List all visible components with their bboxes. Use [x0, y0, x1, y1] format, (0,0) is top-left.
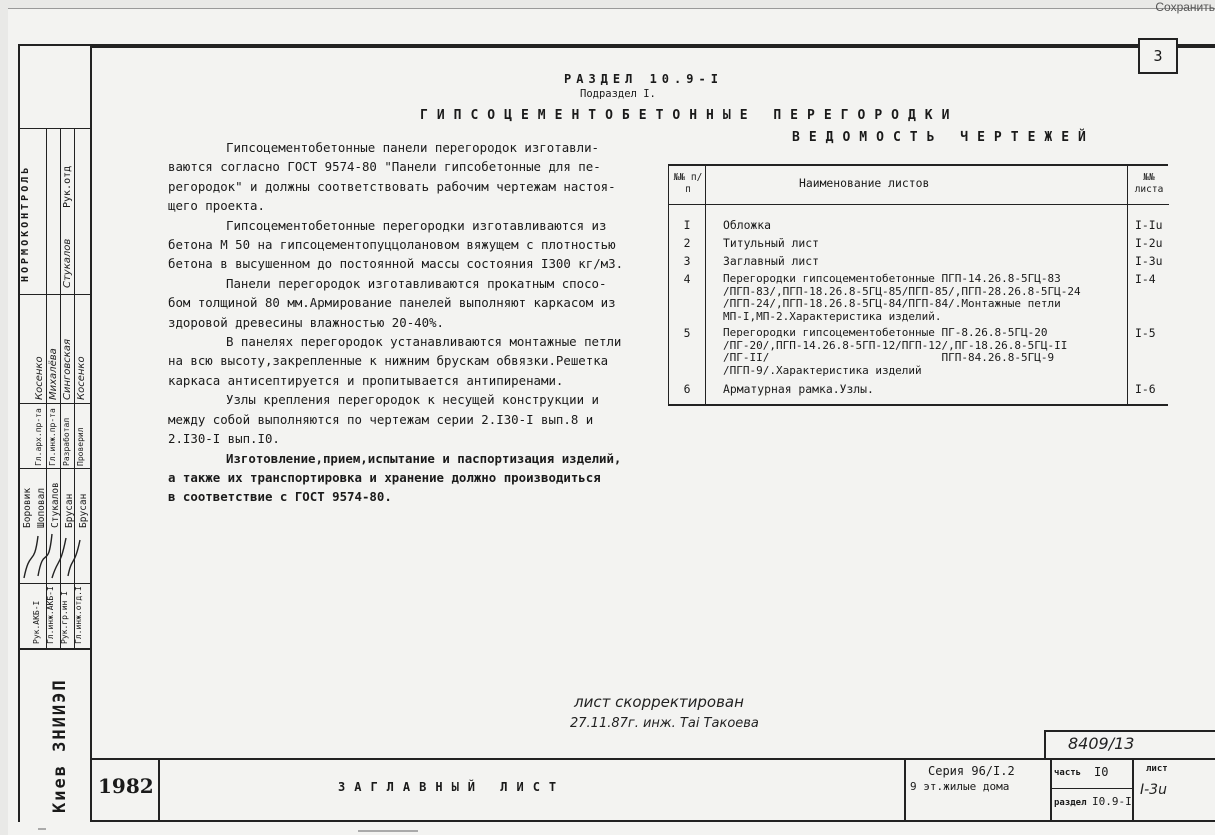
row-number: 3 [683, 254, 691, 268]
row-sheet: I-4 [1135, 272, 1156, 286]
p5-line2: между собой выполняются по чертежам серии 2.I30-I вып.8 и [168, 411, 594, 427]
paragraph-5 [168, 390, 658, 448]
name-stukalov-top: Стукалов [62, 238, 73, 288]
p3-line2: бом толщиной 80 мм.Армирование панелей выполняют каркасом из [168, 295, 616, 311]
p3-line1: Панели перегородок изготавливаются прокатным спосо- [226, 275, 607, 291]
side-hline-c [18, 403, 90, 404]
bottom-mark-1 [358, 830, 418, 832]
drawing-sheet [8, 0, 1215, 835]
save-link[interactable]: Сохранить [1155, 0, 1215, 14]
bottom-mark-2 [38, 828, 46, 830]
row-name-line: Заглавный лист [723, 254, 820, 268]
side-hline-a [18, 128, 90, 129]
row-name-line: /ПГ-20/,ПГП-14.26.8-5ГП-12/ПГП-12/,ПГ-18.26.8-5ГЦ-II [723, 338, 1068, 352]
correction-note-line1: лист скорректирован [574, 693, 744, 711]
p1-line4: щего проекта. [168, 198, 265, 214]
series-sub-label: 9 эт.жилые дома [910, 780, 1010, 793]
name-top-3: Синговская [62, 339, 73, 400]
vedomost-table [668, 164, 1168, 406]
p2-line2: бетона М 50 на гипсоцементопуццолановом вяжущем с плотностью [168, 237, 616, 253]
paragraph-3 [168, 274, 658, 332]
side-hline-f [18, 648, 90, 650]
rk-otd-label: Рук.отд [62, 165, 73, 208]
list-label: лист [1146, 764, 1168, 774]
p5-line3: 2.I30-I вып.I0. [168, 431, 280, 447]
p1-line3: регородок" и должны соответствовать рабочим чертежам настоя- [168, 178, 616, 194]
stamp-part-divider [1050, 788, 1132, 789]
row-sheet: I-6 [1135, 382, 1156, 396]
row-number: I [683, 218, 691, 232]
org-label: Киев ЗНИИЭП [50, 678, 70, 813]
row-name-line: МП-I,МП-2.Характеристика изделий. [723, 309, 942, 323]
p1-line1: Гипсоцементобетонные панели перегородок изготавли- [226, 140, 599, 155]
main-title: ГИПСОЦЕМЕНТОБЕТОННЫЕ ПЕРЕГОРОДКИ [420, 108, 959, 123]
name-top-1: Косенко [34, 356, 45, 400]
list-value: I-3u [1140, 782, 1167, 798]
name-5: Брусан [78, 493, 89, 528]
table-vline-1 [705, 166, 706, 406]
stamp-vline-list [1132, 758, 1134, 822]
p5-line1: Узлы крепления перегородок к несущей конструкции и [226, 392, 599, 408]
paragraph-1 [168, 138, 658, 216]
role-3: Разработал [62, 417, 71, 466]
table-header-line [669, 204, 1169, 205]
row-sheet: I-3u [1135, 254, 1163, 268]
row-name-line: Перегородки гипсоцементобетонные ПГП-14.26.8-5ГЦ-83 [723, 272, 1061, 285]
p6-line3: в соответствие с ГОСТ 9574-80. [168, 489, 392, 505]
position-4: Гл.инж.отд.I [74, 586, 83, 644]
name-3: Стукалов [50, 482, 61, 528]
body-text [168, 138, 658, 507]
row-name-line: Обложка [723, 218, 772, 232]
row-name-line: Перегородки гипсоцементобетонные ПГ-8.26.8-5ГЦ-20 [723, 326, 1048, 339]
row-sheet: I-5 [1135, 326, 1156, 340]
row-name-line: /ПГ-II/ ПГП-84.26.8-5ГЦ-9 [723, 351, 1055, 365]
col-sheet-header: №№ листа [1134, 172, 1164, 195]
page-number: 3 [1138, 38, 1178, 74]
row-name-line: Арматурная рамка.Узлы. [723, 382, 874, 396]
p1-line2: ваются согласно ГОСТ 9574-80 "Панели гипсобетонные для пе- [168, 159, 601, 175]
archive-number: 8409/13 [1068, 734, 1135, 753]
row-number: 5 [683, 326, 691, 340]
top-edge [8, 8, 1215, 9]
stamp-vline-series [904, 758, 906, 822]
row-sheet: I-Iu [1135, 218, 1163, 232]
row-name-line: /ПГП-9/.Характеристика изделий [723, 363, 922, 377]
col-num-header: №№ п/п [673, 172, 703, 195]
stamp-vline-part [1050, 758, 1052, 822]
year-label: 1982 [98, 774, 154, 798]
part-value: I0 [1094, 765, 1109, 779]
role-4: Проверил [76, 427, 85, 466]
p6-line2: а также их транспортировка и хранение должно производиться [168, 469, 601, 485]
position-2: Гл.инж.АКБ-I [46, 586, 55, 644]
podrazdel-heading: Подраздел I. [580, 88, 656, 100]
archive-left-line [1044, 730, 1046, 760]
name-4: Брусан [64, 493, 75, 528]
paragraph-2 [168, 216, 658, 274]
vedomost-title: ВЕДОМОСТЬ ЧЕРТЕЖЕЙ [792, 130, 1095, 145]
row-sheet: I-2u [1135, 236, 1163, 250]
archive-top-line [1044, 730, 1215, 732]
table-vline-2 [1127, 166, 1128, 406]
p6-line1: Изготовление,прием,испытание и паспортизация изделий, [226, 450, 622, 466]
side-hline-e [18, 583, 90, 584]
p2-line3: бетона в высушенном до постоянной массы состояния I300 кг/м3. [168, 256, 624, 272]
row-number: 4 [683, 272, 691, 286]
role-2: Гл.инж.пр-та [48, 408, 57, 466]
stamp-vline-year [158, 758, 160, 822]
p4-line3: каркаса антисептируется и пропитывается антипиренами. [168, 372, 564, 388]
series-label: Серия 96/I.2 [928, 764, 1015, 778]
row-number: 2 [683, 236, 691, 250]
side-hline-b [18, 294, 90, 295]
name-2: Шоповал [36, 487, 47, 528]
role-1: Гл.арх.пр-та [34, 408, 43, 466]
p4-line1: В панелях перегородок устанавливаются монтажные петли [226, 334, 622, 350]
razdel-value: I0.9-I [1092, 795, 1132, 808]
paragraph-4 [168, 332, 658, 390]
position-3: Рук.гр.ин I [60, 591, 69, 644]
name-top-2: Михалёва [48, 348, 59, 400]
razdel-label: раздел [1054, 798, 1087, 808]
row-name-line: /ПГП-24/,ПГП-18.26.8-5ГЦ-84/ПГП-84/.Монтажные петли [723, 297, 1061, 311]
name-top-4: Косенко [76, 356, 87, 400]
signatures-scribble [20, 528, 90, 583]
row-name-line: /ПГП-83/,ПГП-18.26.8-5ГЦ-85/ПГП-85/,ПГП-28.26.8-5ГЦ-24 [723, 284, 1081, 298]
position-1: Рук.АКБ-I [32, 600, 41, 644]
part-label: часть [1054, 768, 1082, 778]
normokontrol-label: НОРМОКОНТРОЛЬ [20, 164, 31, 282]
row-name-line: Титульный лист [723, 236, 820, 250]
p2-line1: Гипсоцементобетонные перегородки изготавливаются из [226, 217, 607, 233]
left-border [18, 46, 20, 822]
razdel-heading: РАЗДЕЛ 10.9-I [564, 72, 723, 86]
side-hline-d [18, 468, 90, 469]
sheet-title: ЗАГЛАВНЫЙ ЛИСТ [338, 780, 566, 794]
p3-line3: здоровой древесины влажностью 20-40%. [168, 314, 445, 330]
name-1: Боровик [22, 487, 33, 528]
p4-line2: на всю высоту,закрепленные к нижним брускам обвязки.Решетка [168, 353, 609, 369]
correction-note-line2: 27.11.87г. инж. Таі Такоева [570, 716, 759, 731]
paragraph-6 [168, 449, 658, 507]
col-name-header: Наименование листов [799, 176, 930, 190]
row-number: 6 [683, 382, 691, 396]
stamp-top-line [90, 758, 1215, 760]
